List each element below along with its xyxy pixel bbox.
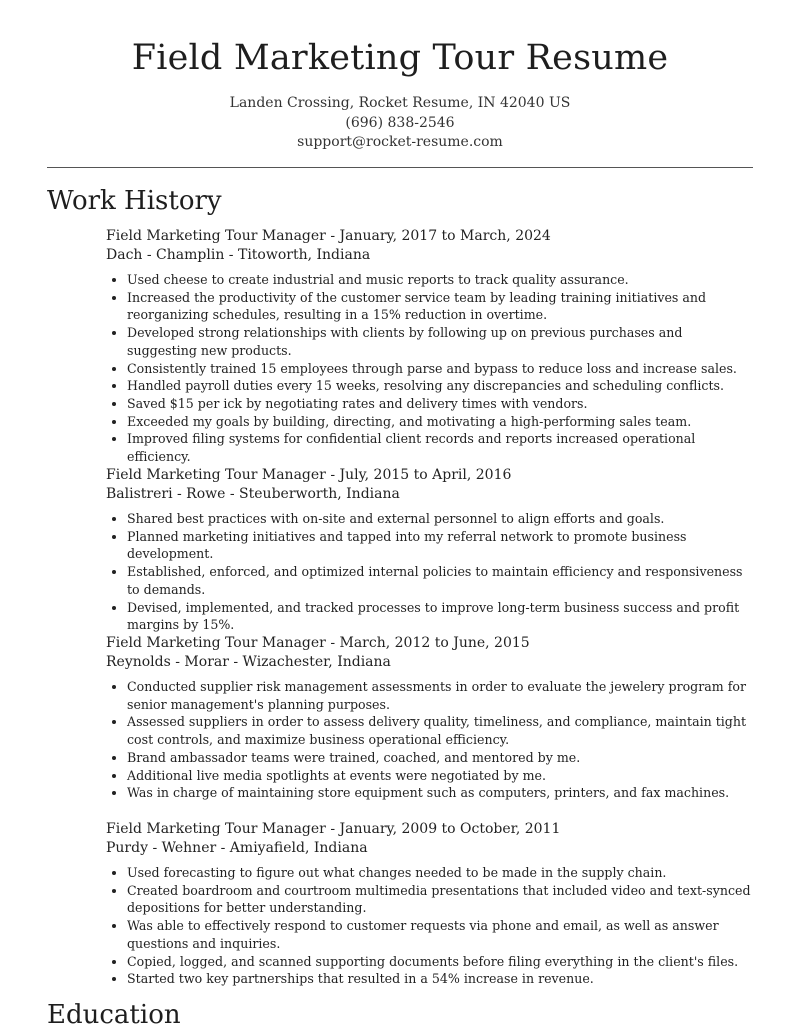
contact-info [0, 94, 800, 153]
job-bullet: • Used cheese to create industrial and music reports to track quality assurance. [127, 271, 756, 289]
job-bullet: • Saved $15 per ick by negotiating rates and delivery times with vendors. [127, 395, 756, 413]
header-divider [47, 167, 753, 168]
job-bullet: • Created boardroom and courtroom multimedia presentations that included video and text-synced depositions for better understanding. [127, 882, 756, 917]
work-history-heading: Work History [47, 186, 222, 216]
job-bullet: • Planned marketing initiatives and tapped into my referral network to promote business development. [127, 528, 756, 563]
job-bullet: • Conducted supplier risk management assessments in order to evaluate the jewelery program for senior management's planning purposes. [127, 678, 756, 713]
job-bullet: • Developed strong relationships with clients by following up on previous purchases and suggesting new products. [127, 324, 756, 359]
job-bullets [106, 510, 756, 634]
education-heading: Education [47, 1000, 181, 1030]
job-bullet: • Assessed suppliers in order to assess delivery quality, timeliness, and compliance, maintain tight cost controls, and maximize business operational efficiency. [127, 713, 756, 748]
job-title-line: Field Marketing Tour Manager - March, 2012 to June, 2015 [106, 635, 530, 651]
job-bullet: • Devised, implemented, and tracked processes to improve long-term business success and profit margins by 15%. [127, 599, 756, 634]
job-bullet: • Brand ambassador teams were trained, coached, and mentored by me. [127, 749, 756, 767]
job-bullet: • Copied, logged, and scanned supporting documents before filing everything in the client's files. [127, 953, 756, 971]
job-bullets [106, 864, 756, 988]
job-company-line: Dach - Champlin - Titoworth, Indiana [106, 247, 371, 263]
job-title-line: Field Marketing Tour Manager - July, 2015 to April, 2016 [106, 467, 512, 483]
contact-address: Landen Crossing, Rocket Resume, IN 42040 US [229, 95, 571, 111]
contact-email: support@rocket-resume.com [297, 134, 503, 150]
job-entry [106, 227, 756, 466]
job-bullet: • Handled payroll duties every 15 weeks, resolving any discrepancies and scheduling conflicts. [127, 377, 756, 395]
job-title-line: Field Marketing Tour Manager - January, 2017 to March, 2024 [106, 228, 551, 244]
job-bullet: • Started two key partnerships that resulted in a 54% increase in revenue. [127, 970, 756, 988]
job-bullet: • Additional live media spotlights at events were negotiated by me. [127, 767, 756, 785]
job-entry [106, 466, 756, 634]
job-bullet: • Increased the productivity of the customer service team by leading training initiatives and reorganizing schedules, resulting in a 15% reduction in overtime. [127, 289, 756, 324]
job-bullet: • Consistently trained 15 employees through parse and bypass to reduce loss and increase sales. [127, 360, 756, 378]
job-bullet: • Established, enforced, and optimized internal policies to maintain efficiency and responsiveness to demands. [127, 563, 756, 598]
job-bullet: • Exceeded my goals by building, directing, and motivating a high-performing sales team. [127, 413, 756, 431]
job-company-line: Reynolds - Morar - Wizachester, Indiana [106, 654, 391, 670]
job-bullet: • Was able to effectively respond to customer requests via phone and email, as well as answer questions and inquiries. [127, 917, 756, 952]
job-bullets [106, 678, 756, 802]
job-entry [106, 820, 756, 988]
job-bullet: • Improved filing systems for confidential client records and reports increased operational efficiency. [127, 430, 756, 465]
job-entry [106, 634, 756, 802]
contact-phone: (696) 838-2546 [345, 114, 455, 131]
job-bullet: • Used forecasting to figure out what changes needed to be made in the supply chain. [127, 864, 756, 882]
job-bullet: • Was in charge of maintaining store equipment such as computers, printers, and fax machines. [127, 784, 756, 802]
job-company-line: Purdy - Wehner - Amiyafield, Indiana [106, 840, 368, 856]
job-bullet: • Shared best practices with on-site and external personnel to align efforts and goals. [127, 510, 756, 528]
resume-title: Field Marketing Tour Resume [131, 38, 669, 78]
job-bullets [106, 271, 756, 466]
job-title-line: Field Marketing Tour Manager - January, 2009 to October, 2011 [106, 821, 561, 837]
job-company-line: Balistreri - Rowe - Steuberworth, Indiana [106, 486, 400, 502]
